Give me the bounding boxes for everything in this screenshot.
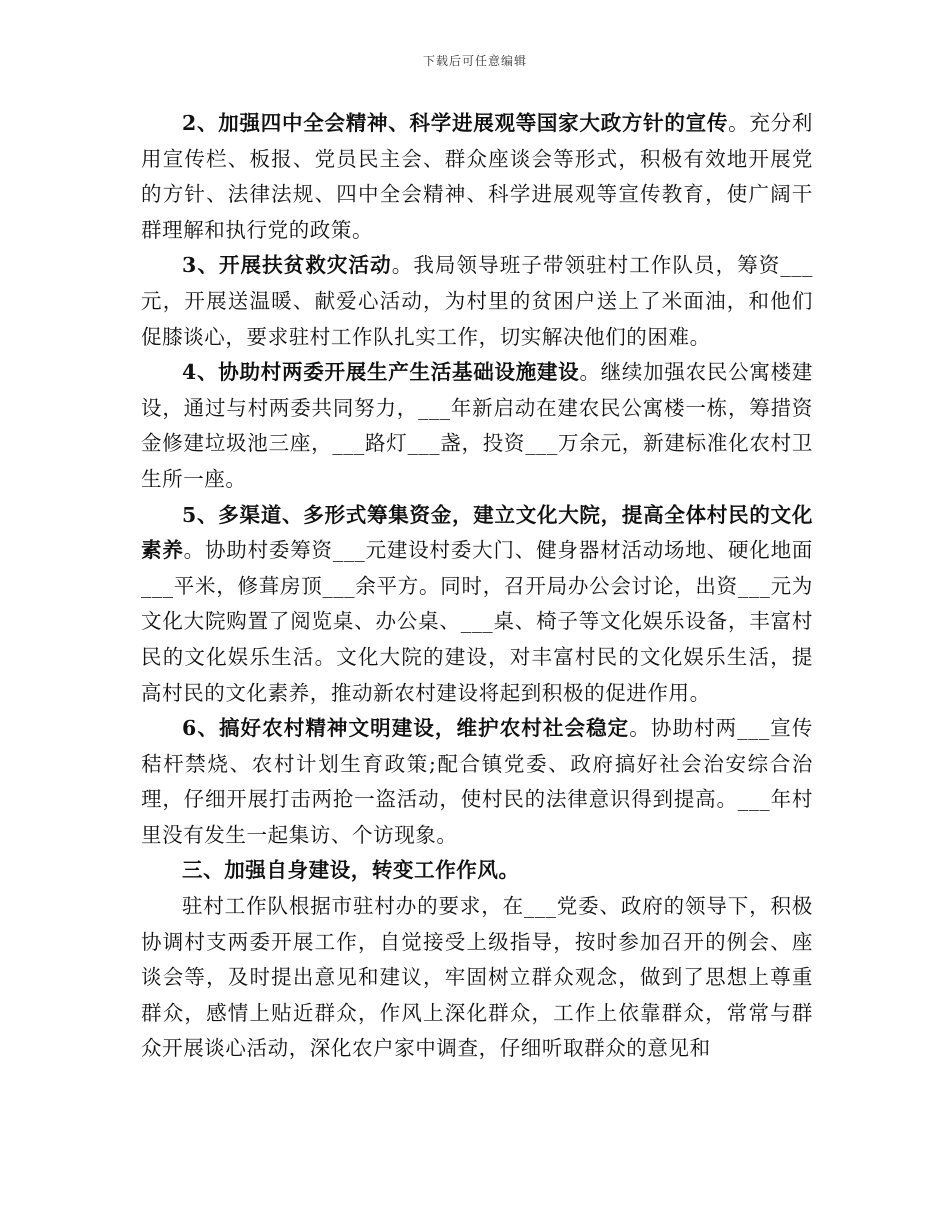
paragraph-poverty-relief — [141, 248, 813, 355]
paragraph-text: 。我局领导班子带领驻村工作队员，筹资___元，开展送温暖、献爱心活动，为村里的贫困户送上了米面油，和他们促膝谈心，要求驻村工作队扎实工作，切实解决他们的困难。 — [141, 253, 813, 349]
paragraph-lead: 5、多渠道、多形式筹集资金，建立文化大院，提高全体村民的文化素养 — [141, 502, 813, 563]
section-heading: 三、加强自身建设，转变工作作风。 — [182, 858, 520, 883]
paragraph-lead: 4、协助村两委开展生产生活基础设施建设 — [182, 360, 580, 385]
paragraph-text: 。协助村委筹资___元建设村委大门、健身器材活动场地、硬化地面___平米，修葺房顶___余平方。同时，召开局办公会讨论，出资___元为文化大院购置了阅览桌、办公桌、___桌、椅子等文化娱乐设备，丰富村民的文化娱乐生活。文化大院的建设，对丰富村民的文化娱乐生活，提高村民的文化素养，推动新农村建设将起到积极的促进作用。 — [141, 538, 813, 705]
paragraph-propaganda — [141, 106, 813, 248]
paragraph-culture-center — [141, 498, 813, 712]
paragraph-text: 。继续加强农民公寓楼建设，通过与村两委共同努力，___年新启动在建农民公寓楼一栋，筹措资金修建垃圾池三座，___路灯___盏，投资___万余元，新建标准化农村卫生所一座。 — [141, 360, 813, 491]
paragraph-self-building — [141, 889, 813, 1067]
paragraph-text: 。协助村两___宣传秸杆禁烧、农村计划生育政策;配合镇党委、政府搞好社会治安综合治理，仔细开展打击两抢一盗活动，使村民的法律意识得到提高。___年村里没有发生一起集访、个访现象。 — [141, 716, 813, 847]
document-body — [141, 106, 813, 1067]
paragraph-lead: 6、搞好农村精神文明建设，维护农村社会稳定 — [182, 716, 630, 741]
paragraph-civilization — [141, 711, 813, 853]
paragraph-text: 驻村工作队根据市驻村办的要求，在___党委、政府的领导下，积极协调村支两委开展工作，自觉接受上级指导，按时参加召开的例会、座谈会等，及时提出意见和建议，牢固树立群众观念，做到了思想上尊重群众，感情上贴近群众，作风上深化群众，工作上依靠群众，常常与群众开展谈心活动，深化农户家中调查，仔细听取群众的意见和 — [141, 894, 813, 1061]
page-header: 下载后可任意编辑 — [422, 54, 527, 68]
paragraph-lead: 3、开展扶贫救灾活动 — [182, 253, 392, 278]
paragraph-text: 。充分利用宣传栏、板报、党员民主会、群众座谈会等形式，积极有效地开展党的方针、法律法规、四中全会精神、科学进展观等宣传教育，使广阔干群理解和执行党的政策。 — [141, 111, 813, 242]
paragraph-infrastructure — [141, 355, 813, 497]
paragraph-lead: 2、加强四中全会精神、科学进展观等国家大政方针的宣传 — [182, 111, 729, 135]
